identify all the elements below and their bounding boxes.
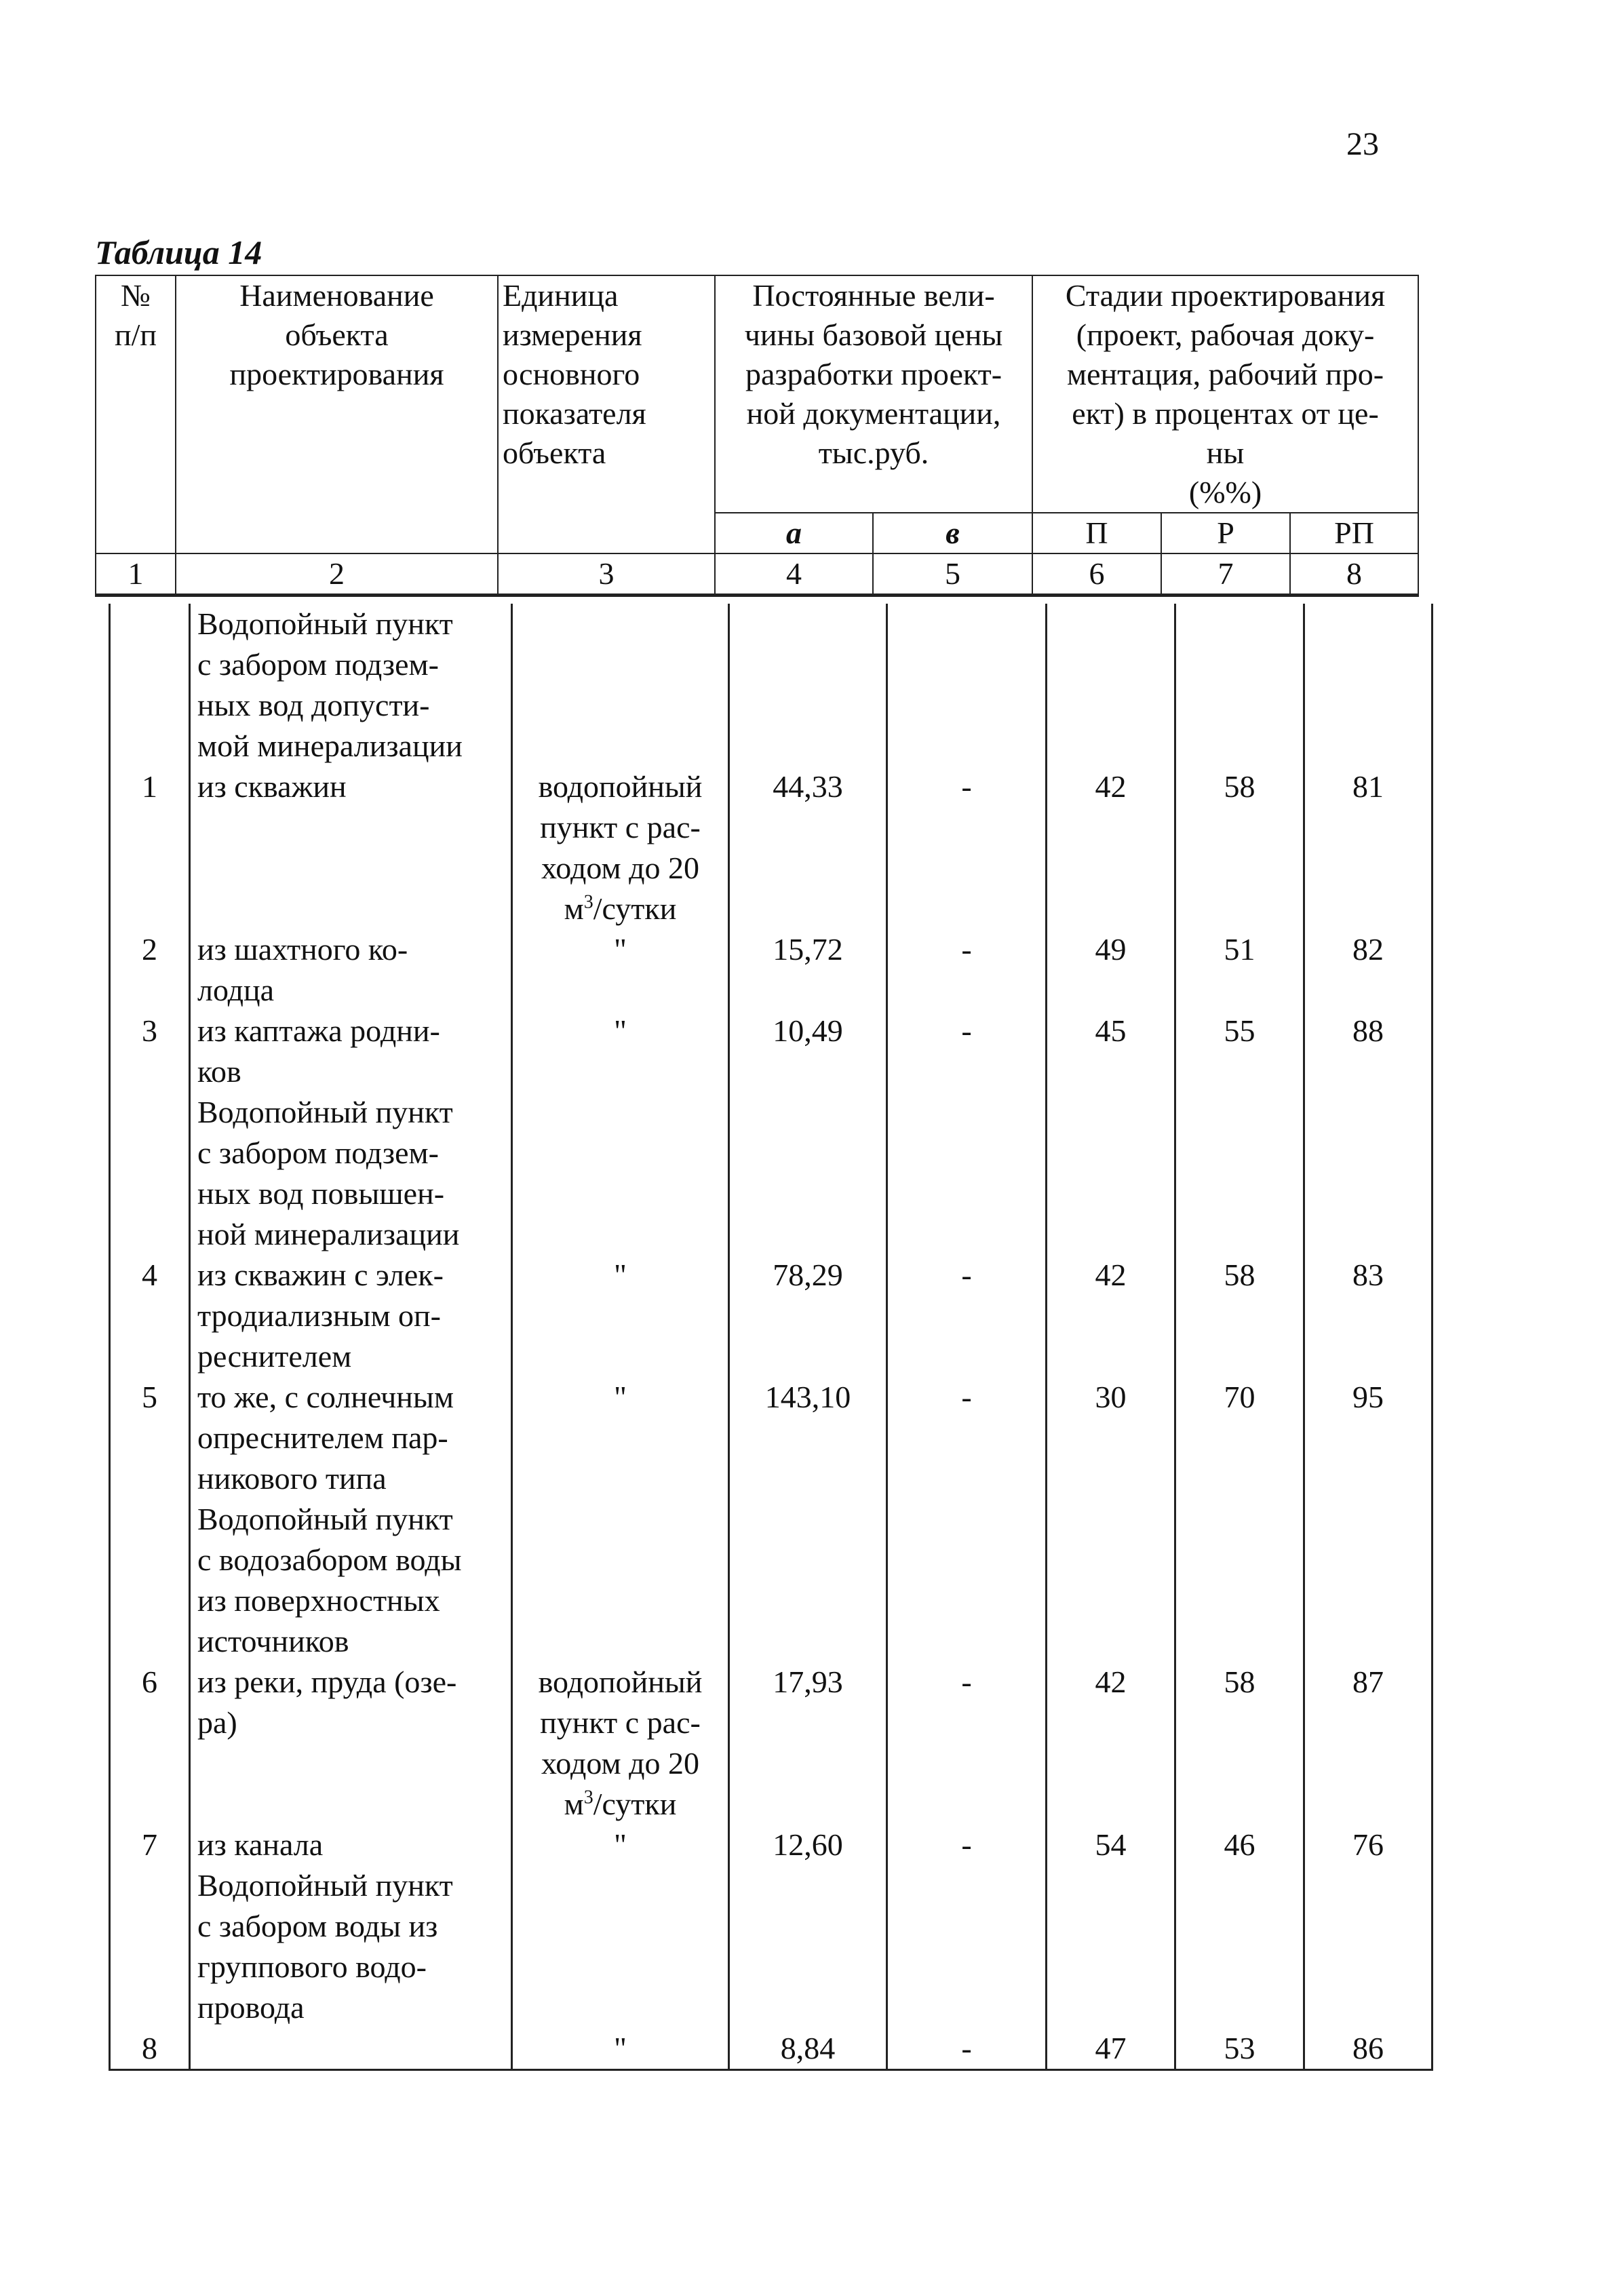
column-number: 8 — [1290, 553, 1418, 596]
header-no-line: п/п — [114, 317, 157, 352]
header-base-price-line: ной документации, — [746, 396, 1001, 431]
table-row — [110, 604, 1433, 929]
unit-line: ходом до 20 — [541, 1746, 699, 1781]
table-title: Таблица 14 — [95, 233, 262, 271]
row-name — [190, 1092, 512, 1377]
row-name-line: из скважин с элек- — [197, 1258, 444, 1292]
header-stages-line: (%%) — [1188, 475, 1262, 509]
header-unit-line: Единица — [503, 278, 619, 313]
group-title-line: Водопойный пункт — [197, 1502, 453, 1536]
group-title-line: Водопойный пункт — [197, 606, 453, 641]
header-name-line: Наименование — [239, 278, 434, 313]
column-number: 1 — [96, 553, 176, 596]
row-value-b: - — [887, 1865, 1047, 2070]
row-number: 8 — [110, 1865, 190, 2070]
row-value-a: 17,93 — [729, 1499, 887, 1825]
row-unit — [512, 604, 729, 929]
row-unit — [512, 1499, 729, 1825]
row-value-r: 58 — [1175, 604, 1304, 929]
header-stages-line: ект) в процентах от це- — [1072, 396, 1379, 431]
header-unit-line: показателя — [503, 396, 646, 431]
row-name-line: опреснителем пар- — [197, 1420, 448, 1455]
row-name-line: то же, с солнечным — [197, 1380, 454, 1414]
row-value-p: 45 — [1047, 1011, 1175, 1092]
table-header — [95, 275, 1419, 597]
row-value-b: - — [887, 1499, 1047, 1825]
header-base-price-line: Постоянные вели- — [752, 278, 995, 313]
table-row — [110, 1825, 1433, 1865]
row-name-line: из реки, пруда (озе- — [197, 1665, 457, 1699]
group-title-line: с водозабором воды — [197, 1542, 462, 1577]
table-row — [110, 929, 1433, 1011]
header-sub-p: П — [1032, 513, 1161, 553]
header-name-line: проектирования — [229, 357, 444, 391]
group-title-line: группового водо- — [197, 1949, 427, 1984]
row-name-line: из каптажа родни- — [197, 1013, 440, 1048]
row-name-line: лодца — [197, 973, 275, 1007]
header-stages-line: ментация, рабочий про- — [1067, 357, 1384, 391]
row-value-b: - — [887, 1825, 1047, 1865]
unit-line: ходом до 20 — [541, 851, 699, 885]
row-value-rp: 81 — [1304, 604, 1433, 929]
row-value-p: 42 — [1047, 1499, 1175, 1825]
row-value-p: 42 — [1047, 604, 1175, 929]
row-value-a: 143,10 — [729, 1377, 887, 1499]
row-unit: " — [512, 1825, 729, 1865]
row-value-rp: 88 — [1304, 1011, 1433, 1092]
table-row — [110, 1092, 1433, 1377]
row-number: 7 — [110, 1825, 190, 1865]
table-row — [110, 1499, 1433, 1825]
header-base-price-line: тыс.руб. — [818, 435, 929, 470]
group-title-line: Водопойный пункт — [197, 1868, 453, 1903]
row-number: 6 — [110, 1499, 190, 1825]
unit-line: водопойный — [538, 1665, 703, 1699]
row-value-rp: 76 — [1304, 1825, 1433, 1865]
group-title-line: с забором подзем- — [197, 1135, 439, 1170]
row-value-a: 44,33 — [729, 604, 887, 929]
row-name-line: из канала — [197, 1827, 324, 1862]
row-number: 5 — [110, 1377, 190, 1499]
header-unit-line: основного — [503, 357, 640, 391]
header-sub-rp: РП — [1290, 513, 1418, 553]
header-no-line: № — [121, 278, 151, 313]
row-name — [190, 1011, 512, 1092]
row-value-r: 55 — [1175, 1011, 1304, 1092]
column-number: 3 — [498, 553, 715, 596]
column-number: 5 — [873, 553, 1032, 596]
table-row — [110, 1377, 1433, 1499]
table-row — [110, 1011, 1433, 1092]
header-unit — [498, 275, 715, 553]
group-title-line: из поверхностных — [197, 1583, 440, 1618]
row-name — [190, 604, 512, 929]
header-no — [96, 275, 176, 553]
row-name — [190, 1825, 512, 1865]
row-value-b: - — [887, 604, 1047, 929]
row-name — [190, 929, 512, 1011]
group-title-line: мой минерализации — [197, 728, 463, 763]
row-value-p: 42 — [1047, 1092, 1175, 1377]
unit-line: пункт с рас- — [540, 1705, 701, 1740]
row-value-r: 53 — [1175, 1865, 1304, 2070]
header-stages — [1032, 275, 1418, 513]
group-title-line: источников — [197, 1624, 349, 1658]
unit-line: $м^3$/сутки — [564, 891, 677, 926]
row-value-b: - — [887, 1377, 1047, 1499]
row-value-rp: 95 — [1304, 1377, 1433, 1499]
table-body — [109, 604, 1433, 2071]
row-name — [190, 1377, 512, 1499]
column-number: 4 — [715, 553, 873, 596]
row-value-r: 51 — [1175, 929, 1304, 1011]
group-title-line: провода — [197, 1990, 305, 2025]
unit-line: водопойный — [538, 769, 703, 804]
row-number: 4 — [110, 1092, 190, 1377]
row-value-r: 58 — [1175, 1092, 1304, 1377]
group-title-line: Водопойный пункт — [197, 1095, 453, 1129]
group-title-line: ных вод повышен- — [197, 1176, 445, 1211]
row-value-b: - — [887, 1011, 1047, 1092]
row-value-p: 30 — [1047, 1377, 1175, 1499]
row-value-p: 49 — [1047, 929, 1175, 1011]
row-value-p: 54 — [1047, 1825, 1175, 1865]
row-value-a: 8,84 — [729, 1865, 887, 2070]
column-number: 6 — [1032, 553, 1161, 596]
row-value-rp: 82 — [1304, 929, 1433, 1011]
row-name-line: никового типа — [197, 1461, 387, 1496]
row-value-a: 10,49 — [729, 1011, 887, 1092]
row-name — [190, 1499, 512, 1825]
header-sub-a: а — [715, 513, 873, 553]
row-unit: " — [512, 1092, 729, 1377]
header-base-price-line: разработки проект- — [745, 357, 1002, 391]
row-value-a: 78,29 — [729, 1092, 887, 1377]
row-value-rp: 87 — [1304, 1499, 1433, 1825]
table-row — [110, 1865, 1433, 2070]
row-name-line: ра) — [197, 1705, 237, 1740]
header-unit-line: объекта — [503, 435, 606, 470]
header-stages-line: (проект, рабочая доку- — [1076, 317, 1375, 352]
row-value-a: 12,60 — [729, 1825, 887, 1865]
row-value-r: 58 — [1175, 1499, 1304, 1825]
row-number: 3 — [110, 1011, 190, 1092]
unit-line: $м^3$/сутки — [564, 1787, 677, 1821]
row-name-line: из скважин — [197, 769, 347, 804]
row-name-line: ков — [197, 1054, 241, 1089]
header-name-line: объекта — [285, 317, 389, 352]
row-name-line: тродиализным оп- — [197, 1298, 441, 1333]
group-title-line: с забором подзем- — [197, 647, 439, 682]
header-base-price-line: чины базовой цены — [744, 317, 1003, 352]
row-value-r: 46 — [1175, 1825, 1304, 1865]
header-base-price — [715, 275, 1032, 513]
group-title-line: с забором воды из — [197, 1909, 438, 1943]
row-value-b: - — [887, 929, 1047, 1011]
header-name — [176, 275, 498, 553]
group-title-line: ных вод допусти- — [197, 688, 430, 722]
column-number: 2 — [176, 553, 498, 596]
row-name-line: из шахтного ко- — [197, 932, 408, 967]
header-unit-line: измерения — [503, 317, 642, 352]
column-number: 7 — [1161, 553, 1290, 596]
row-value-p: 47 — [1047, 1865, 1175, 2070]
row-unit: " — [512, 1377, 729, 1499]
row-value-r: 70 — [1175, 1377, 1304, 1499]
row-value-a: 15,72 — [729, 929, 887, 1011]
row-number: 1 — [110, 604, 190, 929]
header-stages-line: Стадии проектирования — [1065, 278, 1386, 313]
row-name — [190, 1865, 512, 2070]
row-number: 2 — [110, 929, 190, 1011]
header-sub-r: Р — [1161, 513, 1290, 553]
row-value-rp: 83 — [1304, 1092, 1433, 1377]
page-number: 23 — [1346, 126, 1379, 162]
header-stages-line: ны — [1206, 435, 1245, 470]
row-unit: " — [512, 1011, 729, 1092]
header-sub-b: в — [873, 513, 1032, 553]
row-value-b: - — [887, 1092, 1047, 1377]
unit-line: пункт с рас- — [540, 810, 701, 844]
row-value-rp: 86 — [1304, 1865, 1433, 2070]
row-unit: " — [512, 929, 729, 1011]
row-name-line: реснителем — [197, 1339, 352, 1374]
row-unit: " — [512, 1865, 729, 2070]
group-title-line: ной минерализации — [197, 1217, 460, 1251]
